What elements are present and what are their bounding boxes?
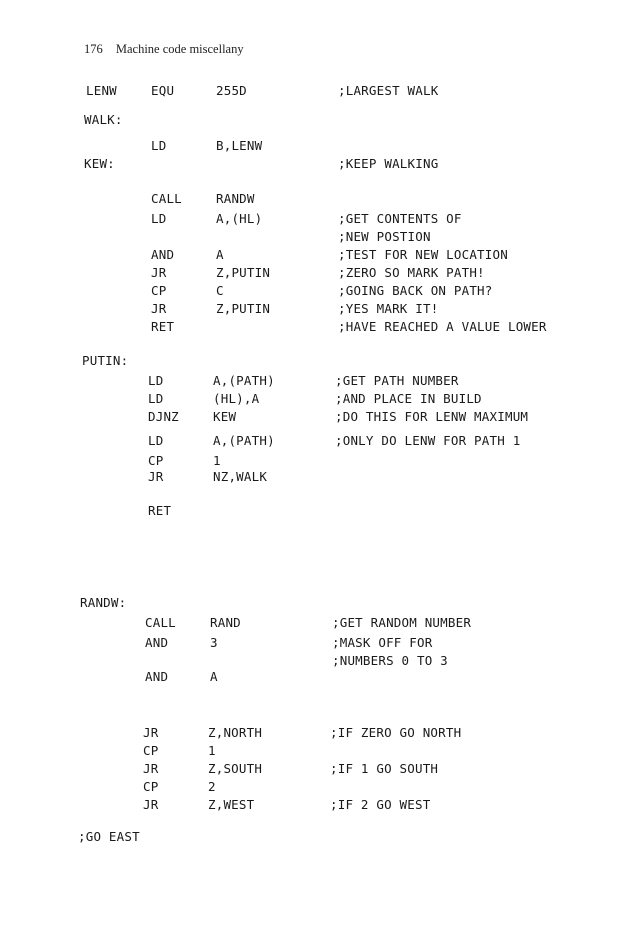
code-label: PUTIN: bbox=[82, 353, 129, 368]
code-operand: RANDW bbox=[216, 191, 255, 206]
code-line bbox=[0, 432, 630, 450]
code-operand: A,(PATH) bbox=[213, 373, 275, 388]
code-comment: ;YES MARK IT! bbox=[338, 301, 439, 316]
code-operand: B,LENW bbox=[216, 138, 263, 153]
code-opcode: RET bbox=[148, 503, 172, 518]
code-comment: ;GET RANDOM NUMBER bbox=[332, 615, 472, 630]
code-line bbox=[0, 372, 630, 390]
page-header bbox=[84, 42, 244, 57]
code-comment: ;IF ZERO GO NORTH bbox=[330, 725, 462, 740]
code-opcode: CALL bbox=[145, 615, 176, 630]
code-opcode: CALL bbox=[151, 191, 182, 206]
code-operand: RAND bbox=[210, 615, 241, 630]
code-comment: ;HAVE REACHED A VALUE LOWER bbox=[338, 319, 547, 334]
code-operand: (HL),A bbox=[213, 391, 260, 406]
code-operand: 1 bbox=[213, 453, 221, 468]
code-opcode: JR bbox=[143, 797, 159, 812]
code-line bbox=[0, 137, 630, 155]
code-line bbox=[0, 82, 630, 100]
code-operand: Z,SOUTH bbox=[208, 761, 263, 776]
code-opcode: CP bbox=[143, 779, 159, 794]
code-operand: 1 bbox=[208, 743, 216, 758]
code-line bbox=[0, 778, 630, 796]
code-line bbox=[0, 352, 630, 370]
code-line bbox=[0, 502, 630, 520]
code-label: LENW bbox=[86, 83, 117, 98]
code-operand: Z,NORTH bbox=[208, 725, 263, 740]
code-operand: A,(PATH) bbox=[213, 433, 275, 448]
code-comment: ;GET PATH NUMBER bbox=[335, 373, 459, 388]
code-comment: ;TEST FOR NEW LOCATION bbox=[338, 247, 508, 262]
code-operand: A bbox=[216, 247, 224, 262]
code-line bbox=[0, 282, 630, 300]
code-line bbox=[0, 408, 630, 426]
code-line bbox=[0, 796, 630, 814]
code-line bbox=[0, 668, 630, 686]
code-label: ;GO EAST bbox=[78, 829, 140, 844]
code-line bbox=[0, 760, 630, 778]
code-line bbox=[0, 111, 630, 129]
code-line bbox=[0, 742, 630, 760]
code-opcode: CP bbox=[151, 283, 167, 298]
code-line bbox=[0, 300, 630, 318]
code-operand: Z,WEST bbox=[208, 797, 255, 812]
code-line bbox=[0, 828, 630, 846]
code-opcode: JR bbox=[143, 761, 159, 776]
code-comment: ;IF 2 GO WEST bbox=[330, 797, 431, 812]
code-comment: ;AND PLACE IN BUILD bbox=[335, 391, 482, 406]
code-operand: KEW bbox=[213, 409, 237, 424]
code-opcode: JR bbox=[143, 725, 159, 740]
code-operand: Z,PUTIN bbox=[216, 301, 271, 316]
code-opcode: JR bbox=[148, 469, 164, 484]
code-line bbox=[0, 155, 630, 173]
code-line bbox=[0, 614, 630, 632]
running-title: Machine code miscellany bbox=[115, 42, 244, 56]
code-comment: ;GET CONTENTS OF bbox=[338, 211, 462, 226]
code-line bbox=[0, 318, 630, 336]
code-line bbox=[0, 228, 630, 246]
code-opcode: LD bbox=[151, 138, 167, 153]
code-comment: ;LARGEST WALK bbox=[338, 83, 439, 98]
code-operand: NZ,WALK bbox=[213, 469, 268, 484]
code-comment: ;IF 1 GO SOUTH bbox=[330, 761, 439, 776]
code-opcode: LD bbox=[148, 433, 164, 448]
code-line bbox=[0, 390, 630, 408]
code-comment: ;NEW POSTION bbox=[338, 229, 431, 244]
code-operand: C bbox=[216, 283, 224, 298]
code-line bbox=[0, 594, 630, 612]
code-operand: 3 bbox=[210, 635, 218, 650]
code-opcode: JR bbox=[151, 265, 167, 280]
code-comment: ;GOING BACK ON PATH? bbox=[338, 283, 493, 298]
code-operand: A,(HL) bbox=[216, 211, 263, 226]
code-opcode: JR bbox=[151, 301, 167, 316]
code-opcode: DJNZ bbox=[148, 409, 179, 424]
code-comment: ;ONLY DO LENW FOR PATH 1 bbox=[335, 433, 521, 448]
code-opcode: AND bbox=[145, 635, 169, 650]
code-opcode: CP bbox=[143, 743, 159, 758]
code-line bbox=[0, 468, 630, 486]
code-opcode: LD bbox=[148, 373, 164, 388]
code-comment: ;NUMBERS 0 TO 3 bbox=[332, 653, 448, 668]
code-opcode: EQU bbox=[151, 83, 175, 98]
code-opcode: LD bbox=[151, 211, 167, 226]
code-label: KEW: bbox=[84, 156, 115, 171]
code-label: RANDW: bbox=[80, 595, 127, 610]
code-opcode: CP bbox=[148, 453, 164, 468]
code-line bbox=[0, 634, 630, 652]
code-comment: ;DO THIS FOR LENW MAXIMUM bbox=[335, 409, 529, 424]
code-line bbox=[0, 190, 630, 208]
code-opcode: AND bbox=[151, 247, 175, 262]
code-operand: A bbox=[210, 669, 218, 684]
code-line bbox=[0, 724, 630, 742]
code-line bbox=[0, 210, 630, 228]
code-opcode: LD bbox=[148, 391, 164, 406]
code-opcode: AND bbox=[145, 669, 169, 684]
code-label: WALK: bbox=[84, 112, 123, 127]
code-line bbox=[0, 246, 630, 264]
code-line bbox=[0, 264, 630, 282]
code-opcode: RET bbox=[151, 319, 175, 334]
code-operand: Z,PUTIN bbox=[216, 265, 271, 280]
code-comment: ;MASK OFF FOR bbox=[332, 635, 433, 650]
code-operand: 2 bbox=[208, 779, 216, 794]
page-number: 176 bbox=[84, 42, 103, 56]
code-comment: ;KEEP WALKING bbox=[338, 156, 439, 171]
code-operand: 255D bbox=[216, 83, 247, 98]
code-comment: ;ZERO SO MARK PATH! bbox=[338, 265, 485, 280]
